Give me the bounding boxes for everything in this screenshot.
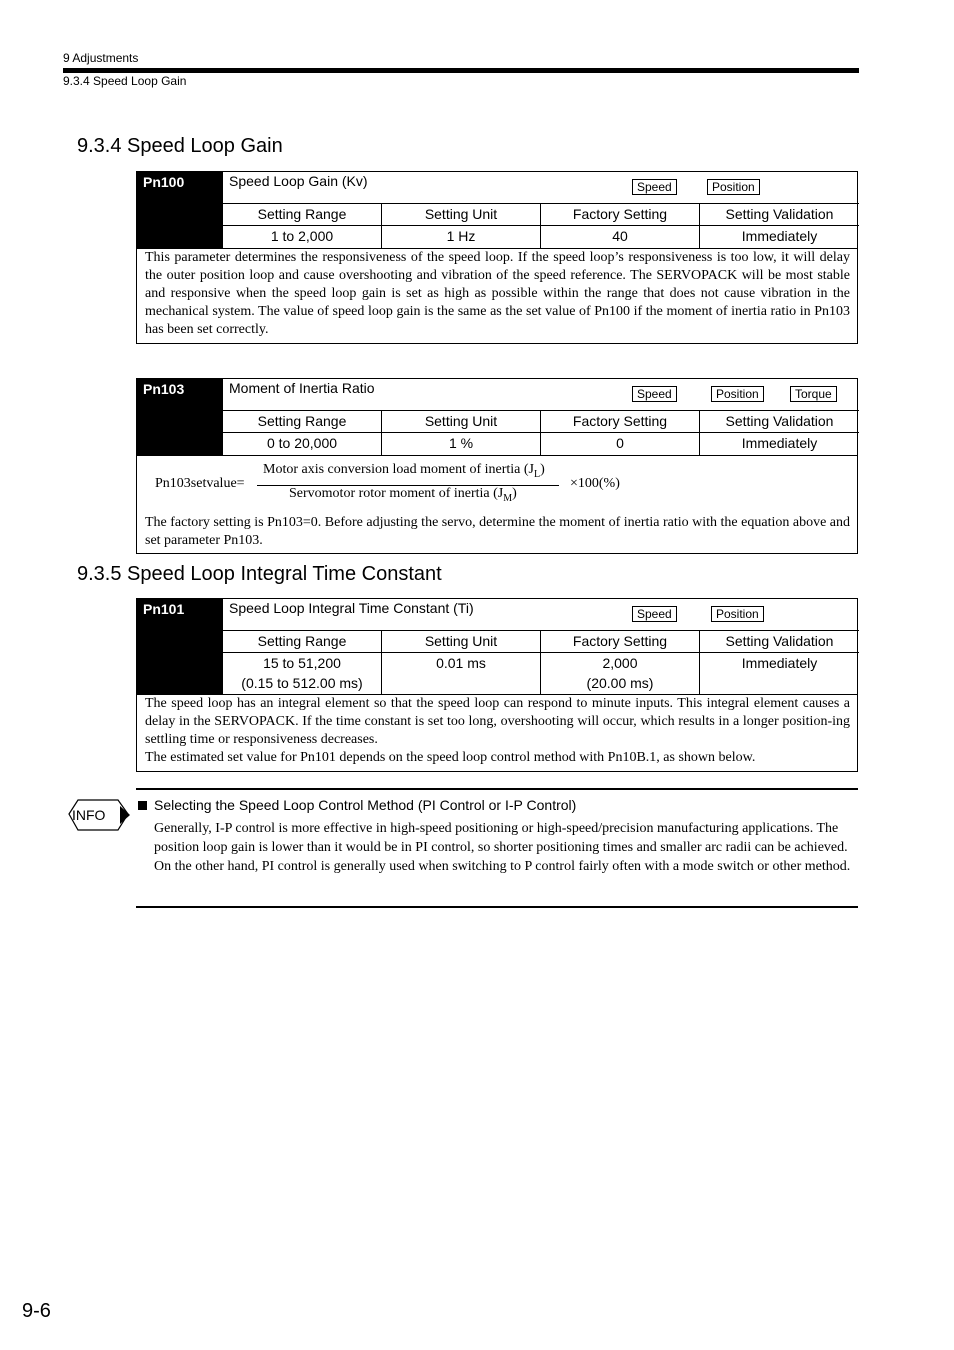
- param-header-row: [137, 599, 857, 694]
- col-header-unit: Setting Unit: [382, 411, 541, 433]
- formula-numerator: Motor axis conversion load moment of inertia $(J_L)$: [263, 462, 545, 480]
- cell-unit: 0.01 ms: [382, 653, 541, 694]
- info-heading: Selecting the Speed Loop Control Method (PI Control or I-P Control): [138, 797, 576, 813]
- col-header-unit: Setting Unit: [382, 204, 541, 226]
- param-name-row: [223, 379, 859, 411]
- running-header-section: 9.3.4 Speed Loop Gain: [63, 74, 187, 88]
- section-title-9-3-4: 9.3.4 Speed Loop Gain: [77, 135, 283, 157]
- col-header-unit: Setting Unit: [382, 631, 541, 653]
- running-header-chapter: 9 Adjustments: [63, 51, 139, 65]
- badge-speed: Speed: [632, 386, 677, 402]
- param-description: The factory setting is Pn103=0. Before adjusting the servo, determine the moment of inertia ratio with the equation above and set parameter Pn103.: [145, 515, 850, 548]
- param-description: The speed loop has an integral element so that the speed loop can respond to minute inputs. This integral element causes a delay in the SERVOPACK. If the time constant is set too long, overshooting will occur, which results in a longer position-ing settling time or responsiveness decreases. The estimated set value for Pn101 depends on the speed loop control method with Pn10B.1, as shown below.: [137, 694, 857, 771]
- param-name: Speed Loop Integral Time Constant (Ti): [229, 600, 474, 616]
- param-settings-table: [223, 411, 859, 455]
- cell-range: 1 to 2,000: [223, 226, 382, 248]
- info-body: Generally, I-P control is more effective in high-speed positioning or high-speed/precision manufacturing applications. The position loop gain is lower than it would be in PI control, so shorter positioning times and smaller arc radii can be achieved. On the other hand, PI control is generally used when switching to P control fairly often with a mode switch or other method.: [154, 821, 851, 874]
- param-name: Moment of Inertia Ratio: [229, 380, 375, 396]
- cell-factory: 40: [541, 226, 700, 248]
- param-info: [223, 599, 859, 694]
- col-header-range: Setting Range: [223, 204, 382, 226]
- formula-denominator: Servomotor rotor moment of inertia $(J_M)$: [289, 486, 517, 504]
- cell-unit: 1 Hz: [382, 226, 541, 248]
- cell-range: 15 to 51,200 (0.15 to 512.00 ms): [223, 653, 382, 694]
- param-body: [137, 455, 857, 553]
- cell-factory: 0: [541, 433, 700, 455]
- param-number: Pn101: [137, 599, 223, 694]
- param-description: This parameter determines the responsiveness of the speed loop. If the speed loop’s responsiveness is too low, it will delay the outer position loop and cause overshooting and vibration of the speed reference. The SERVOPACK will be most stable and responsive when the speed loop gain is set as high as possible within the range that does not cause vibration in the mechanical system. The value of speed loop gain is the same as the set value of Pn100 if the moment of inertia ratio in Pn103 has been set correctly.: [137, 248, 857, 343]
- svg-text:INFO: INFO: [72, 807, 106, 823]
- param-info: [223, 172, 859, 248]
- badge-position: Position: [711, 606, 764, 622]
- cell-validation: Immediately: [741, 655, 818, 671]
- param-info: [223, 379, 859, 455]
- info-top-rule: [136, 788, 858, 790]
- param-header-row: [137, 379, 857, 455]
- col-header-factory: Factory Setting: [541, 631, 700, 653]
- cell-unit: 1 %: [382, 433, 541, 455]
- bullet-square-icon: [138, 801, 147, 810]
- param-header-row: [137, 172, 857, 248]
- param-settings-table: [223, 631, 859, 694]
- param-block-pn100: [136, 171, 858, 344]
- inertia-ratio-formula: [137, 456, 857, 514]
- param-settings-table: [223, 204, 859, 248]
- cell-validation: Immediately: [741, 435, 818, 451]
- col-header-factory: Factory Setting: [541, 411, 700, 433]
- param-number: Pn100: [137, 172, 223, 248]
- cell-factory: 2,000 (20.00 ms): [541, 653, 700, 694]
- col-header-range: Setting Range: [223, 411, 382, 433]
- col-header-validation: Setting Validation: [700, 411, 859, 433]
- col-header-range: Setting Range: [223, 631, 382, 653]
- section-title-9-3-5: 9.3.5 Speed Loop Integral Time Constant: [77, 563, 442, 585]
- badge-position: Position: [707, 179, 760, 195]
- badge-speed: Speed: [632, 606, 677, 622]
- col-header-validation: Setting Validation: [700, 204, 859, 226]
- param-number: Pn103: [137, 379, 223, 455]
- param-block-pn101: [136, 598, 858, 772]
- badge-torque: Torque: [790, 386, 837, 402]
- formula-multiplier: ×100(%): [570, 476, 620, 491]
- page-number: 9-6: [22, 1300, 51, 1322]
- param-name-row: [223, 599, 859, 631]
- cell-range: 0 to 20,000: [223, 433, 382, 455]
- col-header-factory: Factory Setting: [541, 204, 700, 226]
- formula-lhs: Pn103setvalue=: [155, 476, 245, 491]
- cell-validation: Immediately: [741, 228, 818, 244]
- info-bottom-rule: [136, 906, 858, 908]
- col-header-validation: Setting Validation: [700, 631, 859, 653]
- badge-speed: Speed: [632, 179, 677, 195]
- badge-position: Position: [711, 386, 764, 402]
- param-name-row: [223, 172, 859, 204]
- info-icon: [66, 796, 132, 836]
- param-name: Speed Loop Gain (Kv): [229, 173, 368, 189]
- param-block-pn103: [136, 378, 858, 554]
- header-rule: [63, 68, 859, 73]
